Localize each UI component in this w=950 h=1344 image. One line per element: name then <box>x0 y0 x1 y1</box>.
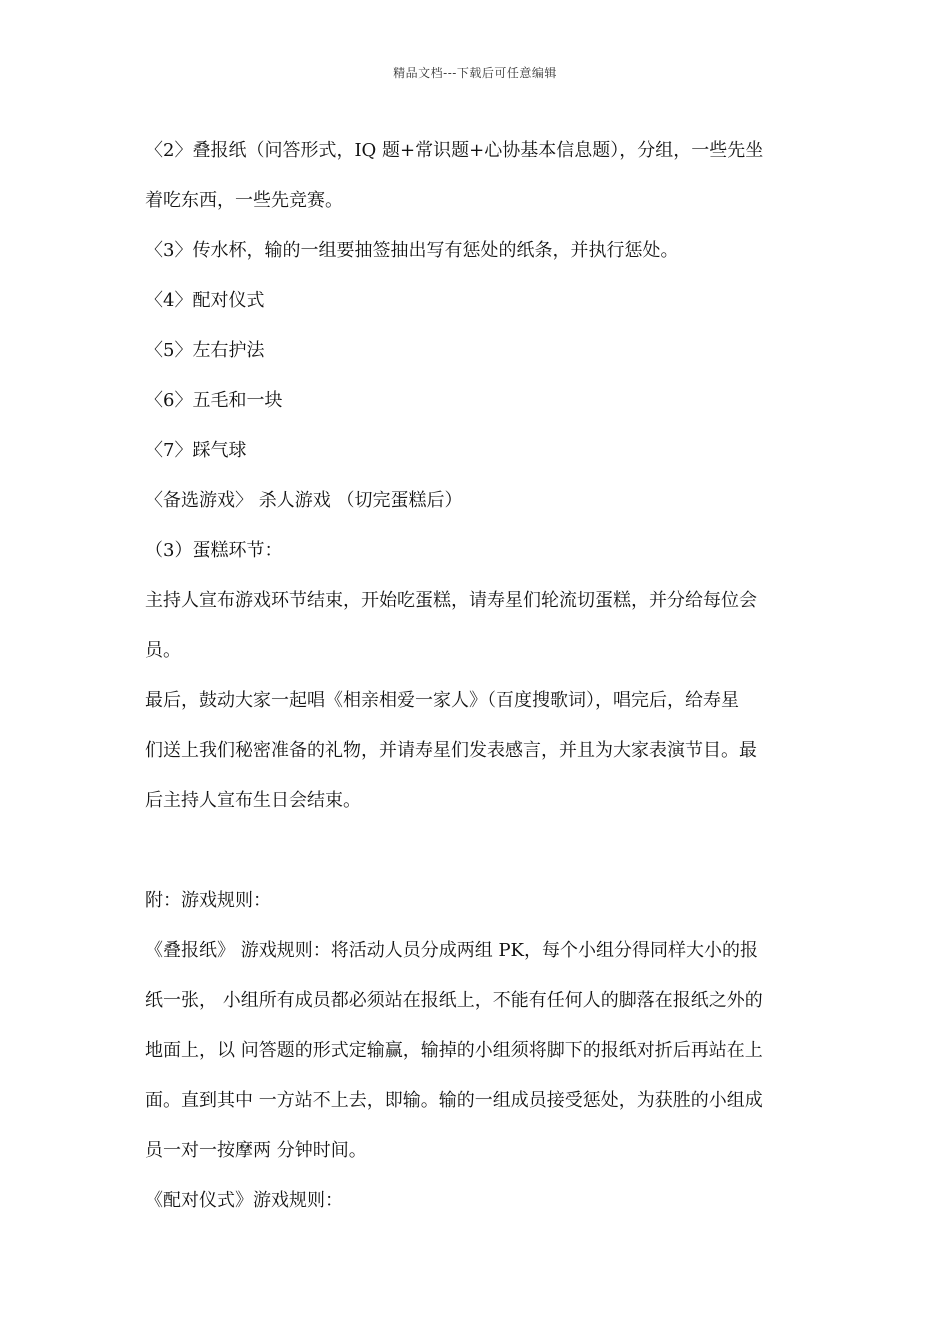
page-header: 精品文档---下载后可任意编辑 <box>393 66 557 80</box>
text-line: 面。直到其中 一方站不上去，即输。输的一组成员接受惩处，为获胜的小组成 <box>145 1090 763 1111</box>
text-line: 主持人宣布游戏环节结束，开始吃蛋糕，请寿星们轮流切蛋糕，并分给每位会 <box>145 590 757 611</box>
text-line: 后主持人宣布生日会结束。 <box>145 790 361 811</box>
text-line: 地面上，以 问答题的形式定输赢，输掉的小组须将脚下的报纸对折后再站在上 <box>145 1040 763 1061</box>
text-line: 最后，鼓动大家一起唱《相亲相爱一家人》（百度搜歌词），唱完后，给寿星 <box>145 690 739 711</box>
text-line: 们送上我们秘密准备的礼物，并请寿星们发表感言，并且为大家表演节目。最 <box>145 740 757 761</box>
text-line: 〈5〉左右护法 <box>145 340 265 361</box>
text-line: 《配对仪式》游戏规则： <box>145 1190 343 1211</box>
text-line: 员一对一按摩两 分钟时间。 <box>145 1140 367 1161</box>
document-body <box>145 134 805 1234</box>
text-line: 员。 <box>145 640 181 661</box>
text-line: 〈备选游戏〉 杀人游戏 （切完蛋糕后） <box>145 490 463 511</box>
text-line: 着吃东西，一些先竞赛。 <box>145 190 343 211</box>
text-line: 〈2〉叠报纸（问答形式，IQ 题+常识题+心协基本信息题），分组，一些先坐 <box>145 140 764 161</box>
text-line: 纸一张， 小组所有成员都必须站在报纸上，不能有任何人的脚落在报纸之外的 <box>145 990 763 1011</box>
text-line: 〈4〉配对仪式 <box>145 290 265 311</box>
text-line: 《叠报纸》 游戏规则：将活动人员分成两组 PK，每个小组分得同样大小的报 <box>145 940 758 961</box>
section-heading: （3）蛋糕环节： <box>145 540 283 561</box>
paragraph-gap <box>145 834 805 884</box>
text-line: 〈6〉五毛和一块 <box>145 390 283 411</box>
text-line: 〈3〉传水杯，输的一组要抽签抽出写有惩处的纸条，并执行惩处。 <box>145 240 679 261</box>
appendix-heading: 附：游戏规则： <box>145 890 271 911</box>
text-line: 〈7〉踩气球 <box>145 440 247 461</box>
